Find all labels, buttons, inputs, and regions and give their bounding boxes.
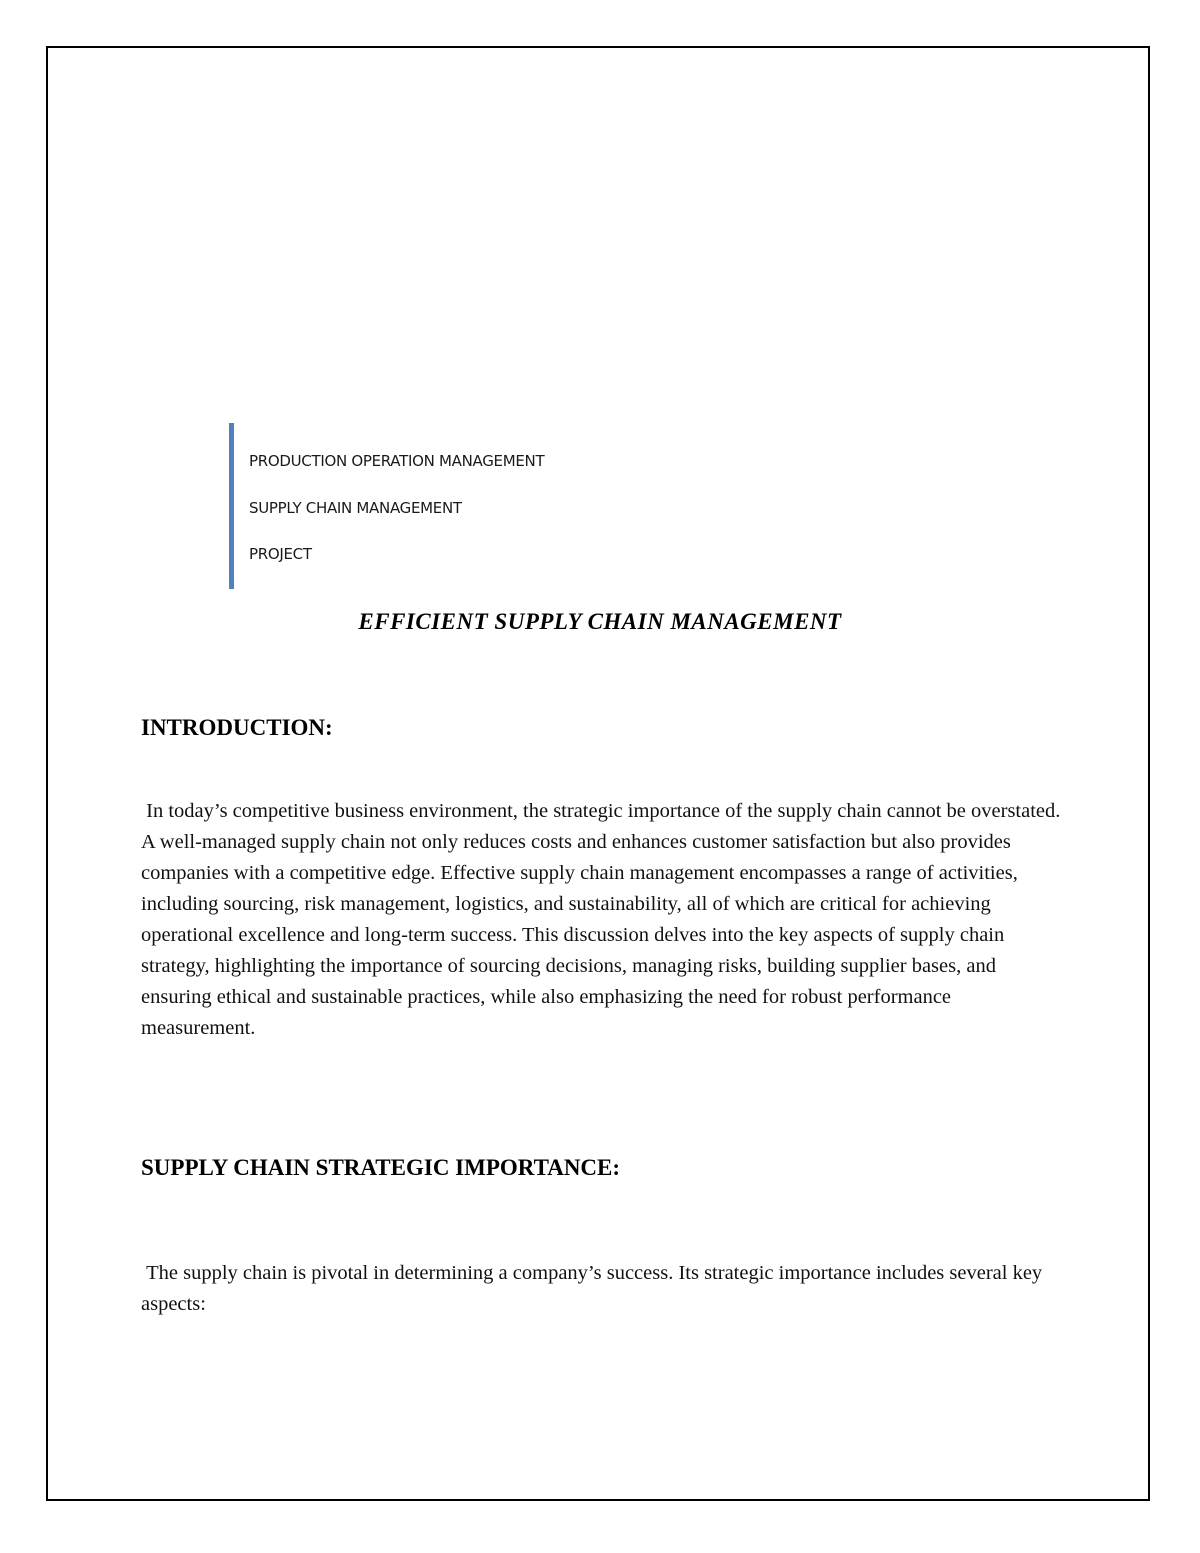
strategic-importance-paragraph: The supply chain is pivotal in determining a company’s success. Its strategic importance includes several key aspects:	[141, 1262, 1048, 1315]
document-title: EFFICIENT SUPPLY CHAIN MANAGEMENT	[358, 609, 842, 634]
cover-subject-line: SUPPLY CHAIN MANAGEMENT	[249, 499, 462, 517]
introduction-heading: INTRODUCTION:	[141, 715, 333, 740]
strategic-importance-heading: SUPPLY CHAIN STRATEGIC IMPORTANCE:	[141, 1155, 621, 1180]
cover-project-line: PROJECT	[249, 545, 312, 563]
introduction-paragraph: In today’s competitive business environment, the strategic importance of the supply chain cannot be overstated. A well-managed supply chain not only reduces costs and enhances customer satisfaction but also provides companies with a competitive edge. Effective supply chain management encompasses a range of activities, including sourcing, risk management, logistics, and sustainability, all of which are critical for achieving operational excellence and long-term success. This discussion delves into the key aspects of supply chain strategy, highlighting the importance of sourcing decisions, managing risks, building supplier bases, and ensuring ethical and sustainable practices, while also emphasizing the need for robust performance measurement.	[141, 800, 1065, 1039]
cover-block	[229, 423, 545, 589]
cover-course-line: PRODUCTION OPERATION MANAGEMENT	[249, 452, 545, 470]
